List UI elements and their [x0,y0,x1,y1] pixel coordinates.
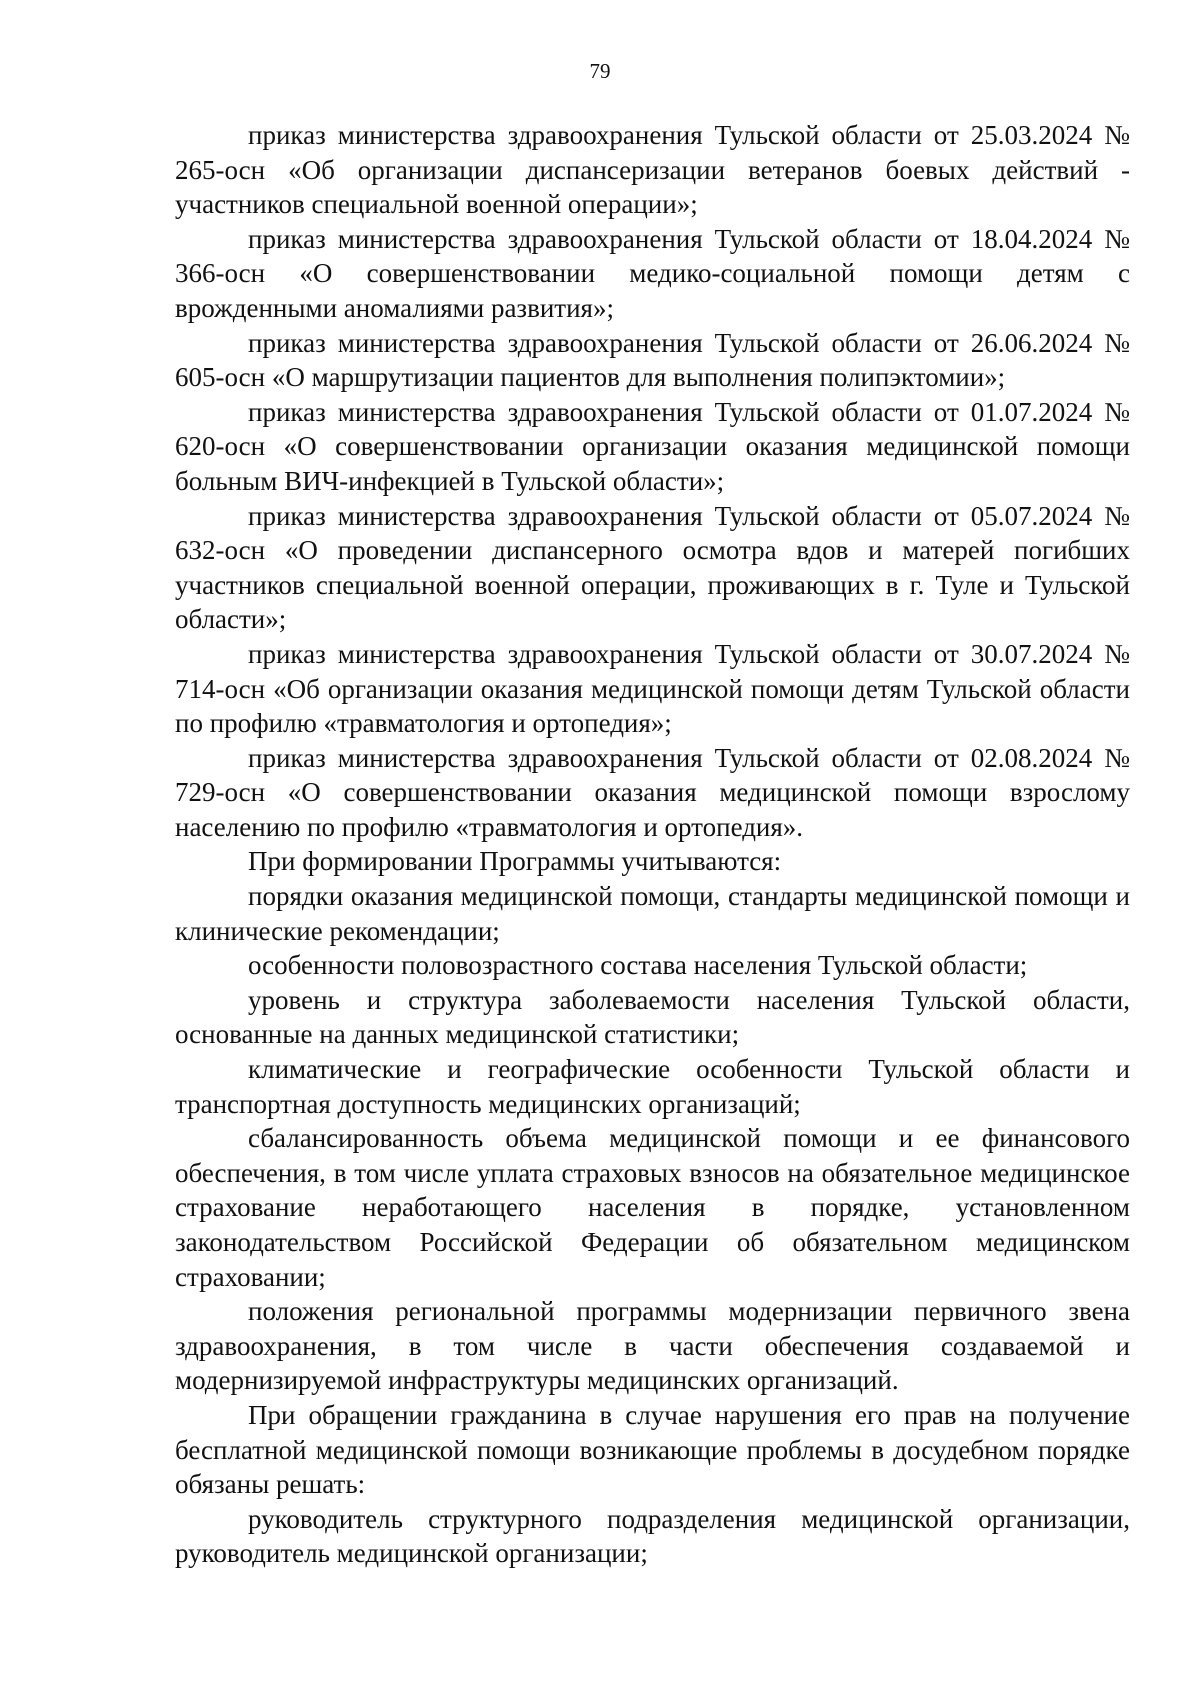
paragraph-order-620: приказ министерства здравоохранения Тульской области от 01.07.2024 № 620-осн «О совершенствовании организации оказания медицинской помощи больным ВИЧ-инфекцией в Тульской области»; [175,396,1130,496]
paragraph-order-632: приказ министерства здравоохранения Тульской области от 05.07.2024 № 632-осн «О проведении диспансерного осмотра вдов и матерей погибших участников специальной военной операции, проживающих в г. Туле и Тульской области»; [175,500,1130,635]
document-body [175,118,1130,1571]
paragraph-modernization-program: положения региональной программы модернизации первичного звена здравоохранения, в том числе в части обеспечения создаваемой и модернизируемой инфраструктуры медицинских организаций. [175,1296,1130,1396]
paragraph-age-sex-structure: особенности половозрастного состава населения Тульской области; [248,950,1028,981]
paragraph-order-714: приказ министерства здравоохранения Тульской области от 30.07.2024 № 714-осн «Об организации оказания медицинской помощи детям Тульской области по профилю «травматология и ортопедия»; [175,638,1130,739]
paragraph-financial-balance: сбалансированность объема медицинской помощи и ее финансового обеспечения, в том числе уплата страховых взносов на обязательное медицинское страхование неработающего населения в порядке, установленном законодательством Российской Федерации об обязательном медицинском страховании; [175,1123,1130,1292]
paragraph-order-605: приказ министерства здравоохранения Тульской области от 26.06.2024 № 605-осн «О маршрутизации пациентов для выполнения полипэктомии»; [175,327,1130,393]
paragraph-citizen-rights: При обращении гражданина в случае нарушения его прав на получение бесплатной медицинской помощи возникающие проблемы в досудебном порядке обязаны решать: [175,1399,1130,1500]
paragraph-order-366: приказ министерства здравоохранения Тульской области от 18.04.2024 № 366-осн «О совершенствовании медико-социальной помощи детям с врожденными аномалиями развития»; [175,223,1130,323]
paragraph-morbidity: уровень и структура заболеваемости населения Тульской области, основанные на данных медицинской статистики; [175,984,1130,1050]
paragraph-responsible-heads: руководитель структурного подразделения медицинской организации, руководитель медицинской организации; [175,1503,1130,1569]
paragraph-care-procedures: порядки оказания медицинской помощи, стандарты медицинской помощи и клинические рекомендации; [175,881,1130,946]
paragraph-order-265: приказ министерства здравоохранения Тульской области от 25.03.2024 № 265-осн «Об организации диспансеризации ветеранов боевых действий - участников специальной военной операции»; [175,120,1130,220]
page-number: 79 [589,59,611,83]
paragraph-order-729: приказ министерства здравоохранения Тульской области от 02.08.2024 № 729-осн «О совершенствовании оказания медицинской помощи взрослому населению по профилю «травматология и ортопедия». [175,742,1130,842]
paragraph-program-considerations: При формировании Программы учитываются: [248,846,782,877]
paragraph-climate-geography: климатические и географические особенности Тульской области и транспортная доступность медицинских организаций; [175,1054,1130,1119]
